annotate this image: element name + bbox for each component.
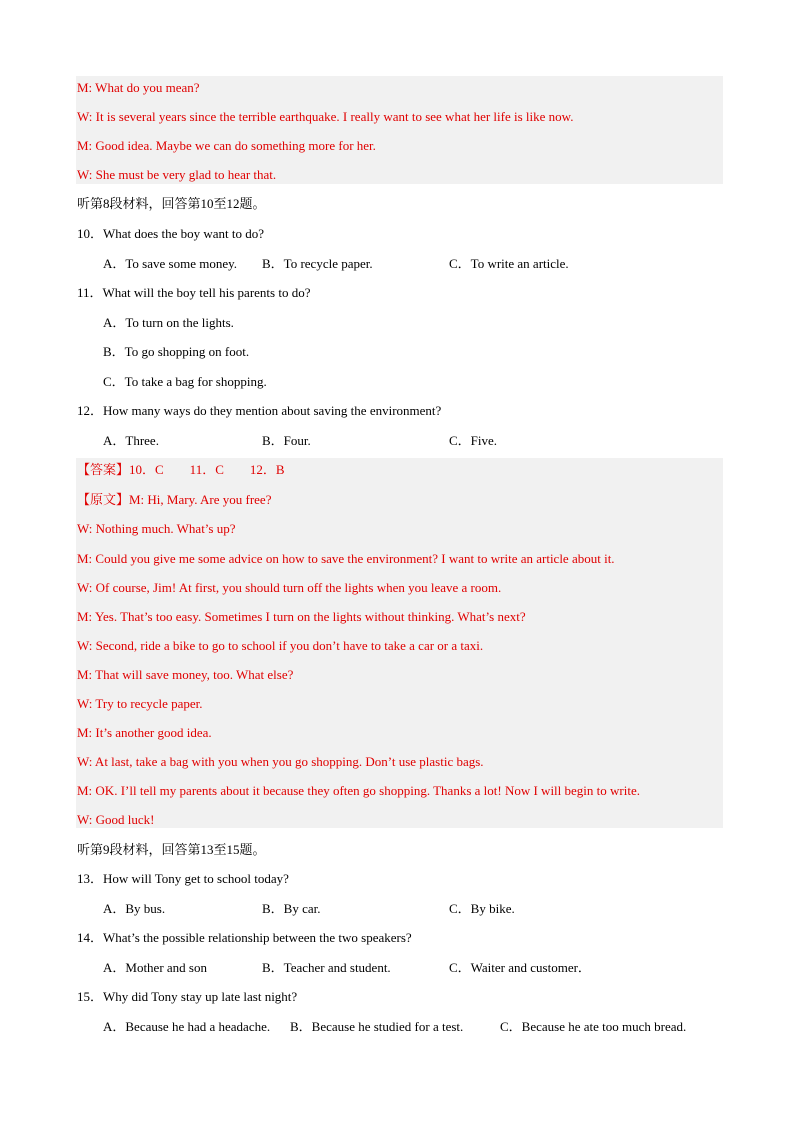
option-b: B．To recycle paper. [262,256,373,271]
question-stem: 13．How will Tony get to school today? [77,871,289,886]
question-stem: 11．What will the boy tell his parents to do? [77,285,311,300]
question-stem: 15．Why did Tony stay up late last night? [77,989,298,1004]
transcript-line: W: She must be very glad to hear that. [77,167,277,182]
transcript-line: M: That will save money, too. What else? [77,667,294,682]
option-c: C．To take a bag for shopping. [103,374,267,389]
option-c: C．Waiter and customer． [449,960,591,975]
transcript-line: M: OK. I’ll tell my parents about it because they often go shopping. Thanks a lot! Now I will begin to write. [77,783,640,798]
transcript-line: W: Of course, Jim! At first, you should turn off the lights when you leave a room. [77,580,502,595]
option-a: A．Mother and son [103,960,207,975]
transcript-line: W: Good luck! [77,812,155,827]
transcript-line: 【原文】M: Hi, Mary. Are you free? [77,492,272,507]
answer-line: 【答案】10．C 11．C 12．B [77,462,285,477]
transcript-line: M: Yes. That’s too easy. Sometimes I turn on the lights without thinking. What’s next? [77,609,526,624]
option-a: A．Because he had a headache. [103,1019,271,1034]
question-stem: 14．What’s the possible relationship between the two speakers? [77,930,412,945]
question-stem: 12．How many ways do they mention about saving the environment? [77,403,442,418]
option-b: B．Teacher and student. [262,960,391,975]
option-c: C．Five. [449,433,498,448]
option-b: B．To go shopping on foot. [103,344,250,359]
section-heading: 听第9段材料，回答第13至15题。 [77,842,266,857]
transcript-line: M: Could you give me some advice on how to save the environment? I want to write an article about it. [77,551,615,566]
section-heading: 听第8段材料，回答第10至12题。 [77,196,266,211]
option-a: A．To turn on the lights. [103,315,234,330]
option-a: A．To save some money. [103,256,237,271]
option-b: B．By car. [262,901,321,916]
option-a: A．By bus. [103,901,166,916]
transcript-line: W: At last, take a bag with you when you go shopping. Don’t use plastic bags. [77,754,484,769]
transcript-line: M: It’s another good idea. [77,725,212,740]
option-b: B．Four. [262,433,311,448]
question-stem: 10．What does the boy want to do? [77,226,265,241]
option-b: B．Because he studied for a test. [290,1019,464,1034]
transcript-line: M: Good idea. Maybe we can do something more for her. [77,138,376,153]
transcript-line: W: Try to recycle paper. [77,696,203,711]
transcript-line: W: It is several years since the terrible earthquake. I really want to see what her life is like now. [77,109,574,124]
option-c: C．To write an article. [449,256,569,271]
transcript-line: W: Nothing much. What’s up? [77,521,236,536]
transcript-line: M: What do you mean? [77,80,200,95]
option-c: C．Because he ate too much bread. [500,1019,687,1034]
transcript-line: W: Second, ride a bike to go to school if you don’t have to take a car or a taxi. [77,638,484,653]
option-a: A．Three. [103,433,159,448]
option-c: C．By bike. [449,901,515,916]
